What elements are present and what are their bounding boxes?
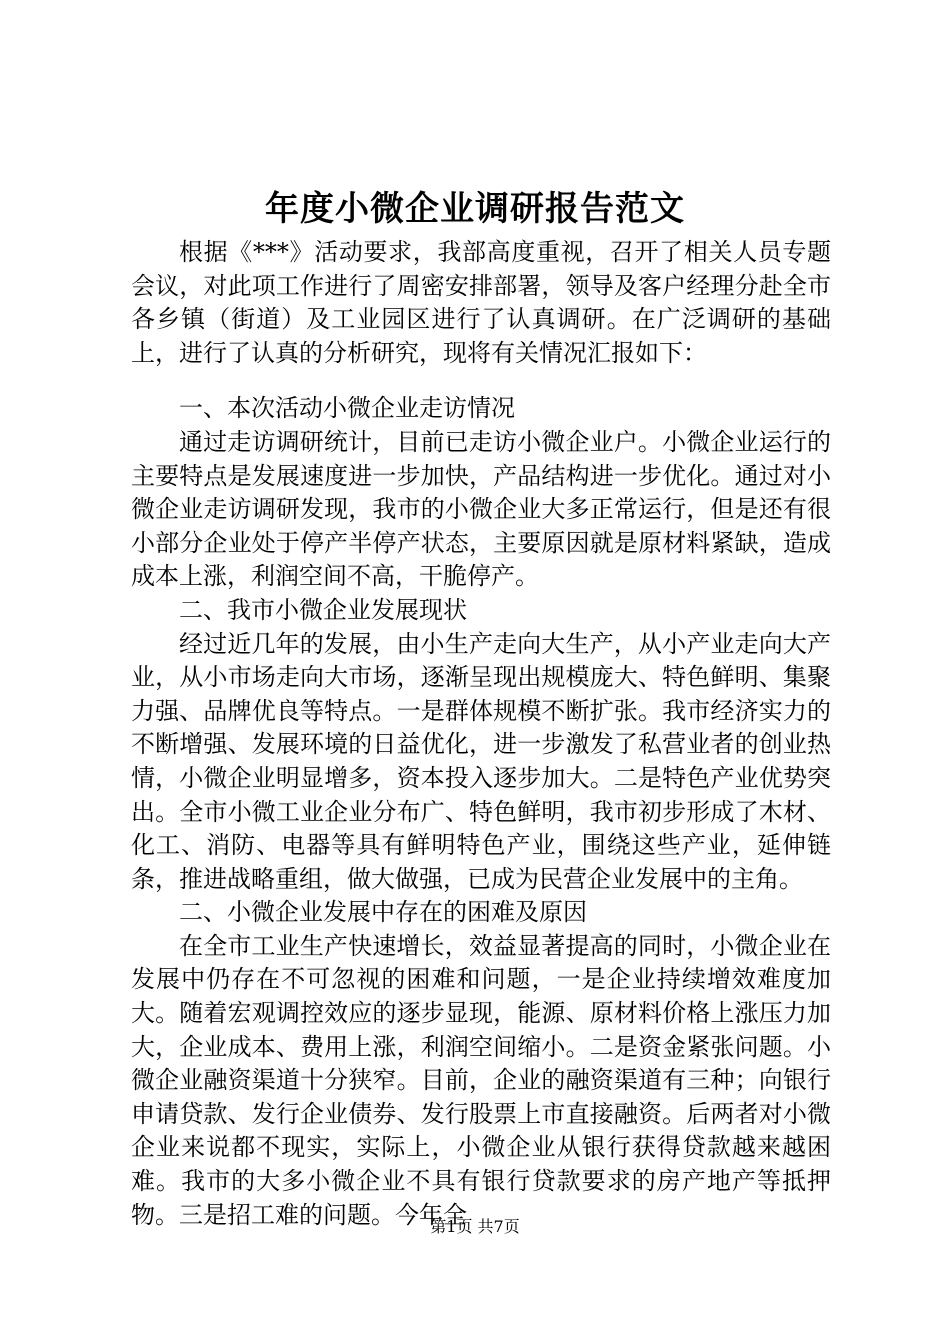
section-heading-3: 二、小微企业发展中存在的困难及原因 [179, 898, 587, 927]
paragraph-visit: 通过走访调研统计，目前已走访小微企业户。小微企业运行的主要特点是发展速度进一步加快，产品结构进一步优化。通过对小微企业走访调研发现，我市的小微企业大多正常运行，但是还有很小部分企业处于停产半停产状态，主要原因就是原材料紧缺，造成成本上涨，利润空间不高，干脆停产。 [131, 427, 831, 591]
section-heading-1: 一、本次活动小微企业走访情况 [179, 394, 515, 423]
document-body [131, 236, 831, 1232]
paragraph-difficulties: 在全市工业生产快速增长，效益显著提高的同时，小微企业在发展中仍存在不可忽视的困难和问题，一是企业持续增效难度加大。随着宏观调控效应的逐步显现，能源、原材料价格上涨压力加大，企业成本、费用上涨，利润空间缩小。二是资金紧张问题。小微企业融资渠道十分狭窄。目前，企业的融资渠道有三种；向银行申请贷款、发行企业债券、发行股票上市直接融资。后两者对小微企业来说都不现实，实际上，小微企业从银行获得贷款越来越困难。我市的大多小微企业不具有银行贷款要求的房产地产等抵押物。三是招工难的问题。今年全 [131, 931, 831, 1229]
section-heading-2: 二、我市小微企业发展现状 [179, 595, 467, 624]
document-title: 年度小微企业调研报告范文 [265, 189, 685, 229]
paragraph-status: 经过近几年的发展，由小生产走向大生产，从小产业走向大产业，从小市场走向大市场，逐渐呈现出规模庞大、特色鲜明、集聚力强、品牌优良等特点。一是群体规模不断扩张。我市经济实力的不断增强、发展环境的日益优化，进一步激发了私营业者的创业热情，小微企业明显增多，资本投入逐步加大。二是特色产业优势突出。全市小微工业企业分布广、特色鲜明，我市初步形成了木材、化工、消防、电器等具有鲜明特色产业，围绕这些产业，延伸链条，推进战略重组，做大做强，已成为民营企业发展中的主角。 [131, 629, 831, 893]
paragraph-intro: 根据《***》活动要求，我部高度重视，召开了相关人员专题会议，对此项工作进行了周密安排部署，领导及客户经理分赴全市各乡镇（街道）及工业园区进行了认真调研。在广泛调研的基础上，进行了认真的分析研究，现将有关情况汇报如下： [131, 238, 831, 367]
page-number-footer: 第1页 共7页 [430, 1217, 520, 1236]
